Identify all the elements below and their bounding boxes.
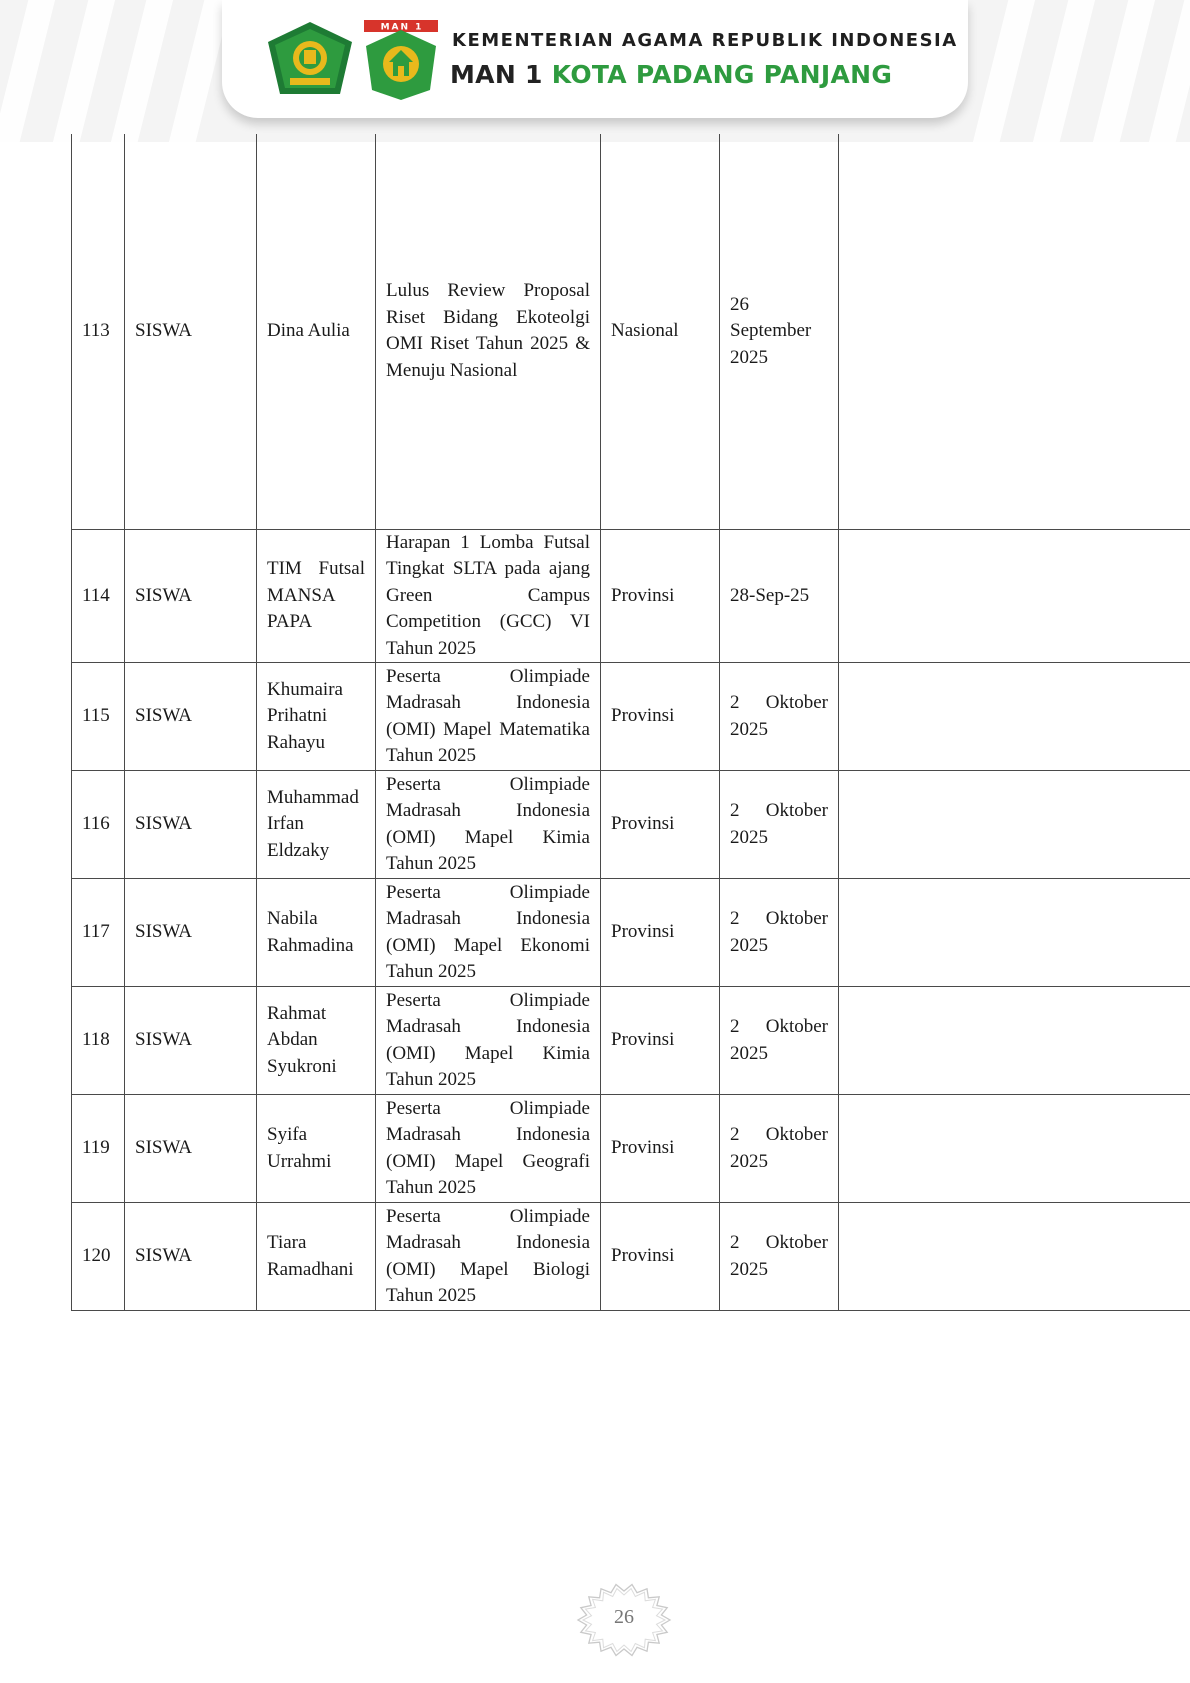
row-number: 117 (72, 879, 125, 987)
row-category: SISWA (125, 663, 257, 771)
achievement-date: 26 September 2025 (720, 134, 839, 529)
row-category: SISWA (125, 987, 257, 1095)
participant-name: Tiara Ramadhani (257, 1203, 376, 1311)
table-row (72, 1203, 1190, 1311)
row-category: SISWA (125, 879, 257, 987)
achievement-date: 2 Oktober 2025 (720, 1095, 839, 1203)
row-category: SISWA (125, 1095, 257, 1203)
achievement-title: Peserta Olimpiade Madrasah Indonesia (OMI) Mapel Biologi Tahun 2025 (376, 1203, 601, 1311)
achievement-title: Peserta Olimpiade Madrasah Indonesia (OMI) Mapel Geografi Tahun 2025 (376, 1095, 601, 1203)
participant-name: Syifa Urrahmi (257, 1095, 376, 1203)
empty-cell (839, 771, 1190, 879)
competition-level: Provinsi (601, 663, 720, 771)
table-row (72, 663, 1190, 771)
achievements-table (71, 134, 1190, 1311)
row-category: SISWA (125, 529, 257, 663)
competition-level: Provinsi (601, 1095, 720, 1203)
kemenag-logo-icon (262, 20, 358, 100)
competition-level: Provinsi (601, 987, 720, 1095)
table-row (72, 134, 1190, 529)
achievement-date: 2 Oktober 2025 (720, 1203, 839, 1311)
empty-cell (839, 134, 1190, 529)
row-number: 114 (72, 529, 125, 663)
achievement-title: Peserta Olimpiade Madrasah Indonesia (OMI) Mapel Matematika Tahun 2025 (376, 663, 601, 771)
man1-logo-label (380, 21, 424, 31)
row-number: 113 (72, 134, 125, 529)
school-prefix: MAN 1 (450, 60, 543, 89)
row-number: 116 (72, 771, 125, 879)
table-row (72, 771, 1190, 879)
row-category: SISWA (125, 771, 257, 879)
competition-level: Nasional (601, 134, 720, 529)
achievement-title: Lulus Review Proposal Riset Bidang Ekoteolgi OMI Riset Tahun 2025 & Menuju Nasional (376, 134, 601, 529)
achievement-title: Peserta Olimpiade Madrasah Indonesia (OMI) Mapel Kimia Tahun 2025 (376, 771, 601, 879)
achievement-date: 2 Oktober 2025 (720, 663, 839, 771)
row-number: 119 (72, 1095, 125, 1203)
participant-name: TIM Futsal MANSA PAPA (257, 529, 376, 663)
row-number: 120 (72, 1203, 125, 1311)
participant-name: Muhammad Irfan Eldzaky (257, 771, 376, 879)
empty-cell (839, 987, 1190, 1095)
table-row (72, 987, 1190, 1095)
competition-level: Provinsi (601, 529, 720, 663)
competition-level: Provinsi (601, 771, 720, 879)
row-category: SISWA (125, 134, 257, 529)
empty-cell (839, 529, 1190, 663)
empty-cell (839, 663, 1190, 771)
competition-level: Provinsi (601, 879, 720, 987)
ministry-name: KEMENTERIAN AGAMA REPUBLIK INDONESIA (452, 30, 958, 51)
achievement-date: 2 Oktober 2025 (720, 879, 839, 987)
row-number: 115 (72, 663, 125, 771)
participant-name: Khumaira Prihatni Rahayu (257, 663, 376, 771)
row-category: SISWA (125, 1203, 257, 1311)
school-city: KOTA PADANG PANJANG (551, 60, 893, 89)
svg-text:MAN 1: MAN 1 (380, 22, 424, 31)
achievement-title: Peserta Olimpiade Madrasah Indonesia (OMI) Mapel Ekonomi Tahun 2025 (376, 879, 601, 987)
empty-cell (839, 1095, 1190, 1203)
achievement-date: 2 Oktober 2025 (720, 987, 839, 1095)
participant-name: Rahmat Abdan Syukroni (257, 987, 376, 1095)
competition-level: Provinsi (601, 1203, 720, 1311)
participant-name: Dina Aulia (257, 134, 376, 529)
empty-cell (839, 879, 1190, 987)
participant-name: Nabila Rahmadina (257, 879, 376, 987)
table-row (72, 879, 1190, 987)
achievement-date: 28-Sep-25 (720, 529, 839, 663)
achievement-title: Harapan 1 Lomba Futsal Tingkat SLTA pada ajang Green Campus Competition (GCC) VI Tahun 2025 (376, 529, 601, 663)
row-number: 118 (72, 987, 125, 1095)
achievement-title: Peserta Olimpiade Madrasah Indonesia (OMI) Mapel Kimia Tahun 2025 (376, 987, 601, 1095)
table-row (72, 529, 1190, 663)
achievement-date: 2 Oktober 2025 (720, 771, 839, 879)
header-banner (222, 0, 968, 118)
empty-cell (839, 1203, 1190, 1311)
page-number: 26 (614, 1606, 634, 1628)
table-row (72, 1095, 1190, 1203)
school-name (450, 60, 892, 89)
